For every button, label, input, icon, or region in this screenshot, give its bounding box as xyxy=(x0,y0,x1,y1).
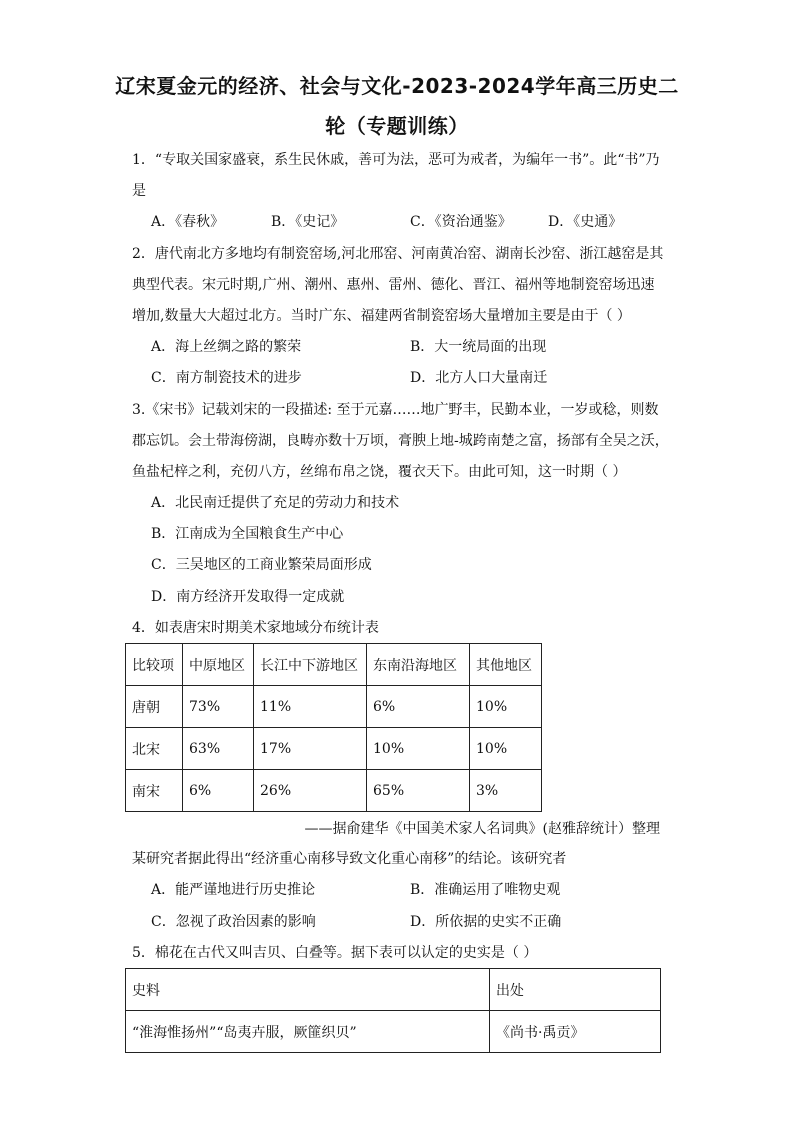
q2-stem-line-3: 增加,数量大大超过北方。当时广东、福建两省制瓷窑场大量增加主要是由于（ ） xyxy=(132,308,631,324)
table-cell: 11% xyxy=(254,686,367,728)
table-cell: 6% xyxy=(367,686,470,728)
q4-option-b: B．准确运用了唯物史观 xyxy=(410,882,561,898)
table-header-cell: 中原地区 xyxy=(183,644,254,686)
q3-stem-line-3: 鱼盐杞梓之利，充仞八方，丝绵布帛之饶，覆衣天下。由此可知，这一时期（ ） xyxy=(132,464,627,480)
q3-option-b: B．江南成为全国粮食生产中心 xyxy=(151,526,344,542)
q3-stem-line-2: 郡忘饥。会土带海傍湖，良畴亦数十万顷，膏腴上地-城跨南楚之富，扬部有全吴之沃， xyxy=(132,433,669,449)
page-title-line-1: 辽宋夏金元的经济、社会与文化-2023-2024学年高三历史二 xyxy=(115,74,679,98)
q2-option-c: C．南方制瓷技术的进步 xyxy=(151,370,302,386)
table-header-cell: 出处 xyxy=(490,969,661,1011)
q2-option-d: D．北方人口大量南迁 xyxy=(410,370,548,386)
q2-stem-line-1: 2．唐代南北方多地均有制瓷窑场,河北邢窑、河南黄冶窑、湖南长沙窑、浙江越窑是其 xyxy=(132,246,664,262)
table-header-row xyxy=(126,969,661,1011)
q5-stem: 5．棉花在古代又叫吉贝、白叠等。据下表可以认定的史实是（ ） xyxy=(132,945,538,961)
q3-option-a: A．北民南迁提供了充足的劳动力和技术 xyxy=(151,495,400,511)
table-cell: 唐朝 xyxy=(126,686,183,728)
table-row xyxy=(126,686,542,728)
table-cell: 73% xyxy=(183,686,254,728)
artist-distribution-table xyxy=(125,643,542,812)
q4-option-c: C．忽视了政治因素的影响 xyxy=(151,914,316,930)
table-cell: 17% xyxy=(254,728,367,770)
q4-option-d: D．所依据的史实不正确 xyxy=(410,914,562,930)
table-cell: 10% xyxy=(470,728,542,770)
q1-option-d: D．《史通》 xyxy=(548,214,623,230)
cotton-source-table xyxy=(125,968,661,1053)
table-cell: 北宋 xyxy=(126,728,183,770)
table-cell: 10% xyxy=(367,728,470,770)
q1-option-b: B．《史记》 xyxy=(271,214,345,230)
table-row xyxy=(126,728,542,770)
table-row xyxy=(126,1011,661,1053)
q1-stem-line-1: 1．“专取关国家盛衰，系生民休戚，善可为法，恶可为戒者，为编年一书”。此“书”乃 xyxy=(132,152,660,168)
table-header-cell: 东南沿海地区 xyxy=(367,644,470,686)
q3-option-c: C．三吴地区的工商业繁荣局面形成 xyxy=(151,557,372,573)
table-cell: 南宋 xyxy=(126,770,183,812)
table-cell: 63% xyxy=(183,728,254,770)
table-cell: 6% xyxy=(183,770,254,812)
table-header-cell: 史料 xyxy=(126,969,490,1011)
q4-option-a: A．能严谨地进行历史推论 xyxy=(151,882,316,898)
table-row xyxy=(126,770,542,812)
q4-stem: 4．如表唐宋时期美术家地域分布统计表 xyxy=(132,620,379,636)
q1-option-a: A．《春秋》 xyxy=(151,214,225,230)
q4-follow-text: 某研究者据此得出“经济重心南移导致文化重心南移”的结论。该研究者 xyxy=(132,851,567,867)
table-cell: 《尚书·禹贡》 xyxy=(490,1011,661,1053)
page-title-line-2: 轮（专题训练） xyxy=(325,114,469,138)
q1-option-c: C．《资治通鉴》 xyxy=(410,214,512,230)
q3-option-d: D．南方经济开发取得一定成就 xyxy=(151,589,345,605)
table-cell: “淮海惟扬州”“岛夷卉服，厥篚织贝” xyxy=(126,1011,490,1053)
table-cell: 65% xyxy=(367,770,470,812)
q3-stem-line-1: 3.《宋书》记载刘宋的一段描述: 至于元嘉……地广野丰，民勤本业，一岁或稔，则数 xyxy=(132,402,659,418)
table-cell: 26% xyxy=(254,770,367,812)
table-header-cell: 比较项 xyxy=(126,644,183,686)
q2-option-b: B．大一统局面的出现 xyxy=(410,339,547,355)
q4-source-note: ——据俞建华《中国美术家人名词典》(赵雅辞统计）整理 xyxy=(304,821,660,837)
table-cell: 3% xyxy=(470,770,542,812)
q2-option-a: A．海上丝绸之路的繁荣 xyxy=(151,339,302,355)
table-cell: 10% xyxy=(470,686,542,728)
table-header-cell: 长江中下游地区 xyxy=(254,644,367,686)
q1-stem-line-2: 是 xyxy=(132,183,146,199)
table-header-row xyxy=(126,644,542,686)
q2-stem-line-2: 典型代表。宋元时期,广州、潮州、惠州、雷州、德化、晋江、福州等地制瓷窑场迅速 xyxy=(132,277,655,293)
table-header-cell: 其他地区 xyxy=(470,644,542,686)
